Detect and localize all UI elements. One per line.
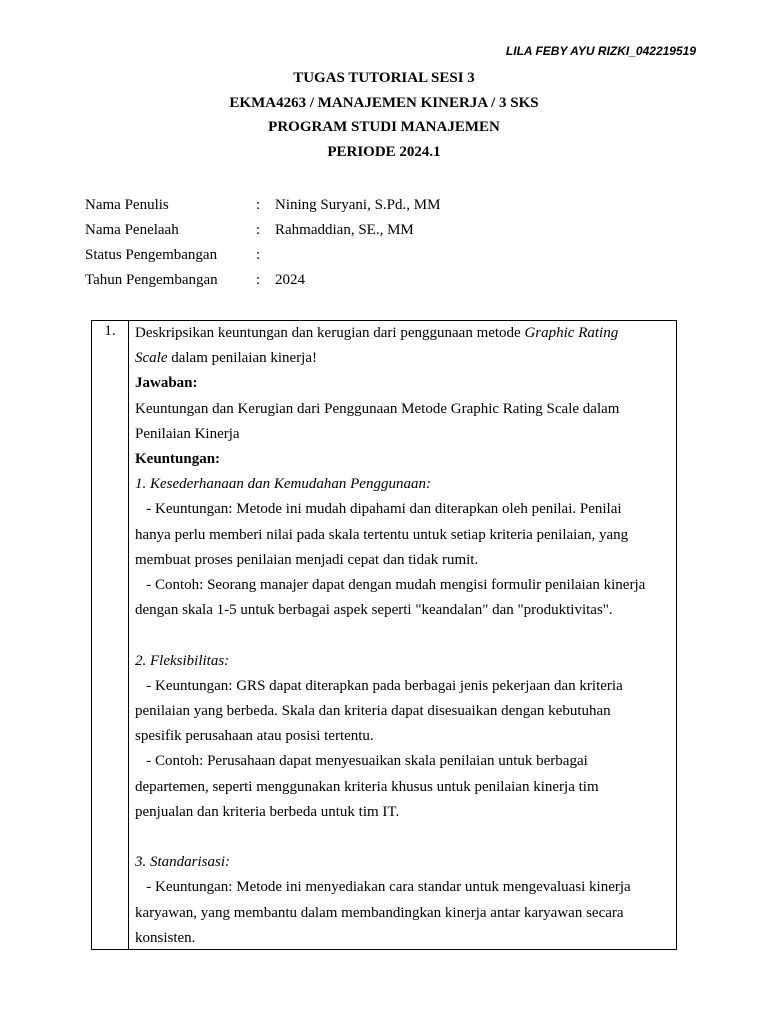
meta-label: Tahun Pengembangan	[85, 272, 218, 288]
point-2-line: spesifik perusahaan atau posisi tertentu.	[135, 728, 374, 745]
point-1-line: hanya perlu memberi nilai pada skala tertentu untuk setiap kriteria penilaian, yang	[135, 526, 629, 543]
meta-label: Nama Penulis	[85, 197, 169, 213]
metadata-block	[85, 193, 585, 293]
point-3-line: karyawan, yang membantu dalam membandingkan kinerja antar karyawan secara	[135, 904, 624, 921]
prompt-italic-term: Graphic Rating	[524, 325, 619, 341]
meta-row-status	[85, 243, 585, 268]
point-1-title: 1. Kesederhanaan dan Kemudahan Penggunaan:	[135, 476, 431, 493]
blank-line	[135, 825, 670, 850]
meta-colon: :	[256, 197, 261, 213]
meta-colon: :	[256, 272, 261, 288]
point-1-line: - Keuntungan: Metode ini mudah dipahami dan diterapkan oleh penilai. Penilai	[135, 501, 622, 518]
heading-line-4: PERIODE 2024.1	[327, 143, 441, 160]
question-table	[91, 320, 677, 950]
prompt-text: dalam penilaian kinerja!	[167, 350, 318, 367]
question-prompt-line-2	[135, 346, 670, 371]
prompt-text: Deskripsikan keuntungan dan kerugian dari penggunaan metode	[135, 325, 525, 341]
prompt-italic-term: Scale	[135, 350, 168, 367]
heading-line-2: EKMA4263 / MANAJEMEN KINERJA / 3 SKS	[229, 94, 539, 111]
meta-label: Status Pengembangan	[85, 247, 218, 263]
meta-colon: :	[256, 247, 261, 263]
point-2-line: penilaian yang berbeda. Skala dan kriteria dapat disesuaikan dengan kebutuhan	[135, 703, 611, 720]
point-2-line: - Contoh: Perusahaan dapat menyesuaikan skala penilaian untuk berbagai	[135, 753, 588, 770]
question-number: 1.	[92, 321, 129, 949]
question-prompt-line-1	[135, 321, 670, 346]
advantages-label: Keuntungan:	[135, 451, 221, 468]
meta-row-year	[85, 268, 585, 293]
point-1-line: - Contoh: Seorang manajer dapat dengan mudah mengisi formulir penilaian kinerja	[135, 577, 646, 594]
answer-title-line-2: Penilaian Kinerja	[135, 425, 240, 442]
meta-row-author	[85, 193, 585, 218]
answer-label: Jawaban:	[135, 375, 198, 392]
answer-title-line-1: Keuntungan dan Kerugian dari Penggunaan Metode Graphic Rating Scale dalam	[135, 400, 620, 417]
point-3-line: konsisten.	[135, 929, 196, 946]
point-1-line: dengan skala 1-5 untuk berbagai aspek seperti "keandalan" dan "produktivitas".	[135, 602, 613, 619]
meta-value: Rahmaddian, SE., MM	[275, 222, 414, 238]
point-3-line: - Keuntungan: Metode ini menyediakan cara standar untuk mengevaluasi kinerja	[135, 879, 631, 896]
heading-line-1: TUGAS TUTORIAL SESI 3	[293, 70, 475, 86]
meta-colon: :	[256, 222, 261, 238]
meta-value: Nining Suryani, S.Pd., MM	[275, 197, 441, 213]
meta-label: Nama Penelaah	[85, 222, 179, 238]
meta-row-reviewer	[85, 218, 585, 243]
blank-line	[135, 623, 670, 648]
point-2-line: - Keuntungan: GRS dapat diterapkan pada berbagai jenis pekerjaan dan kriteria	[135, 677, 623, 694]
point-2-line: departemen, seperti menggunakan kriteria khusus untuk penilaian kinerja tim	[135, 778, 599, 795]
heading-line-3: PROGRAM STUDI MANAJEMEN	[268, 119, 500, 135]
point-1-line: membuat proses penilaian menjadi cepat dan tidak rumit.	[135, 551, 479, 568]
point-2-title: 2. Fleksibilitas:	[135, 652, 230, 669]
meta-value: 2024	[275, 272, 305, 288]
question-body	[135, 321, 670, 951]
document-heading	[0, 66, 768, 164]
point-2-line: penjualan dan kriteria berbeda untuk tim IT.	[135, 803, 400, 820]
point-3-title: 3. Standarisasi:	[135, 854, 231, 871]
author-header: LILA FEBY AYU RIZKI_042219519	[505, 44, 696, 58]
